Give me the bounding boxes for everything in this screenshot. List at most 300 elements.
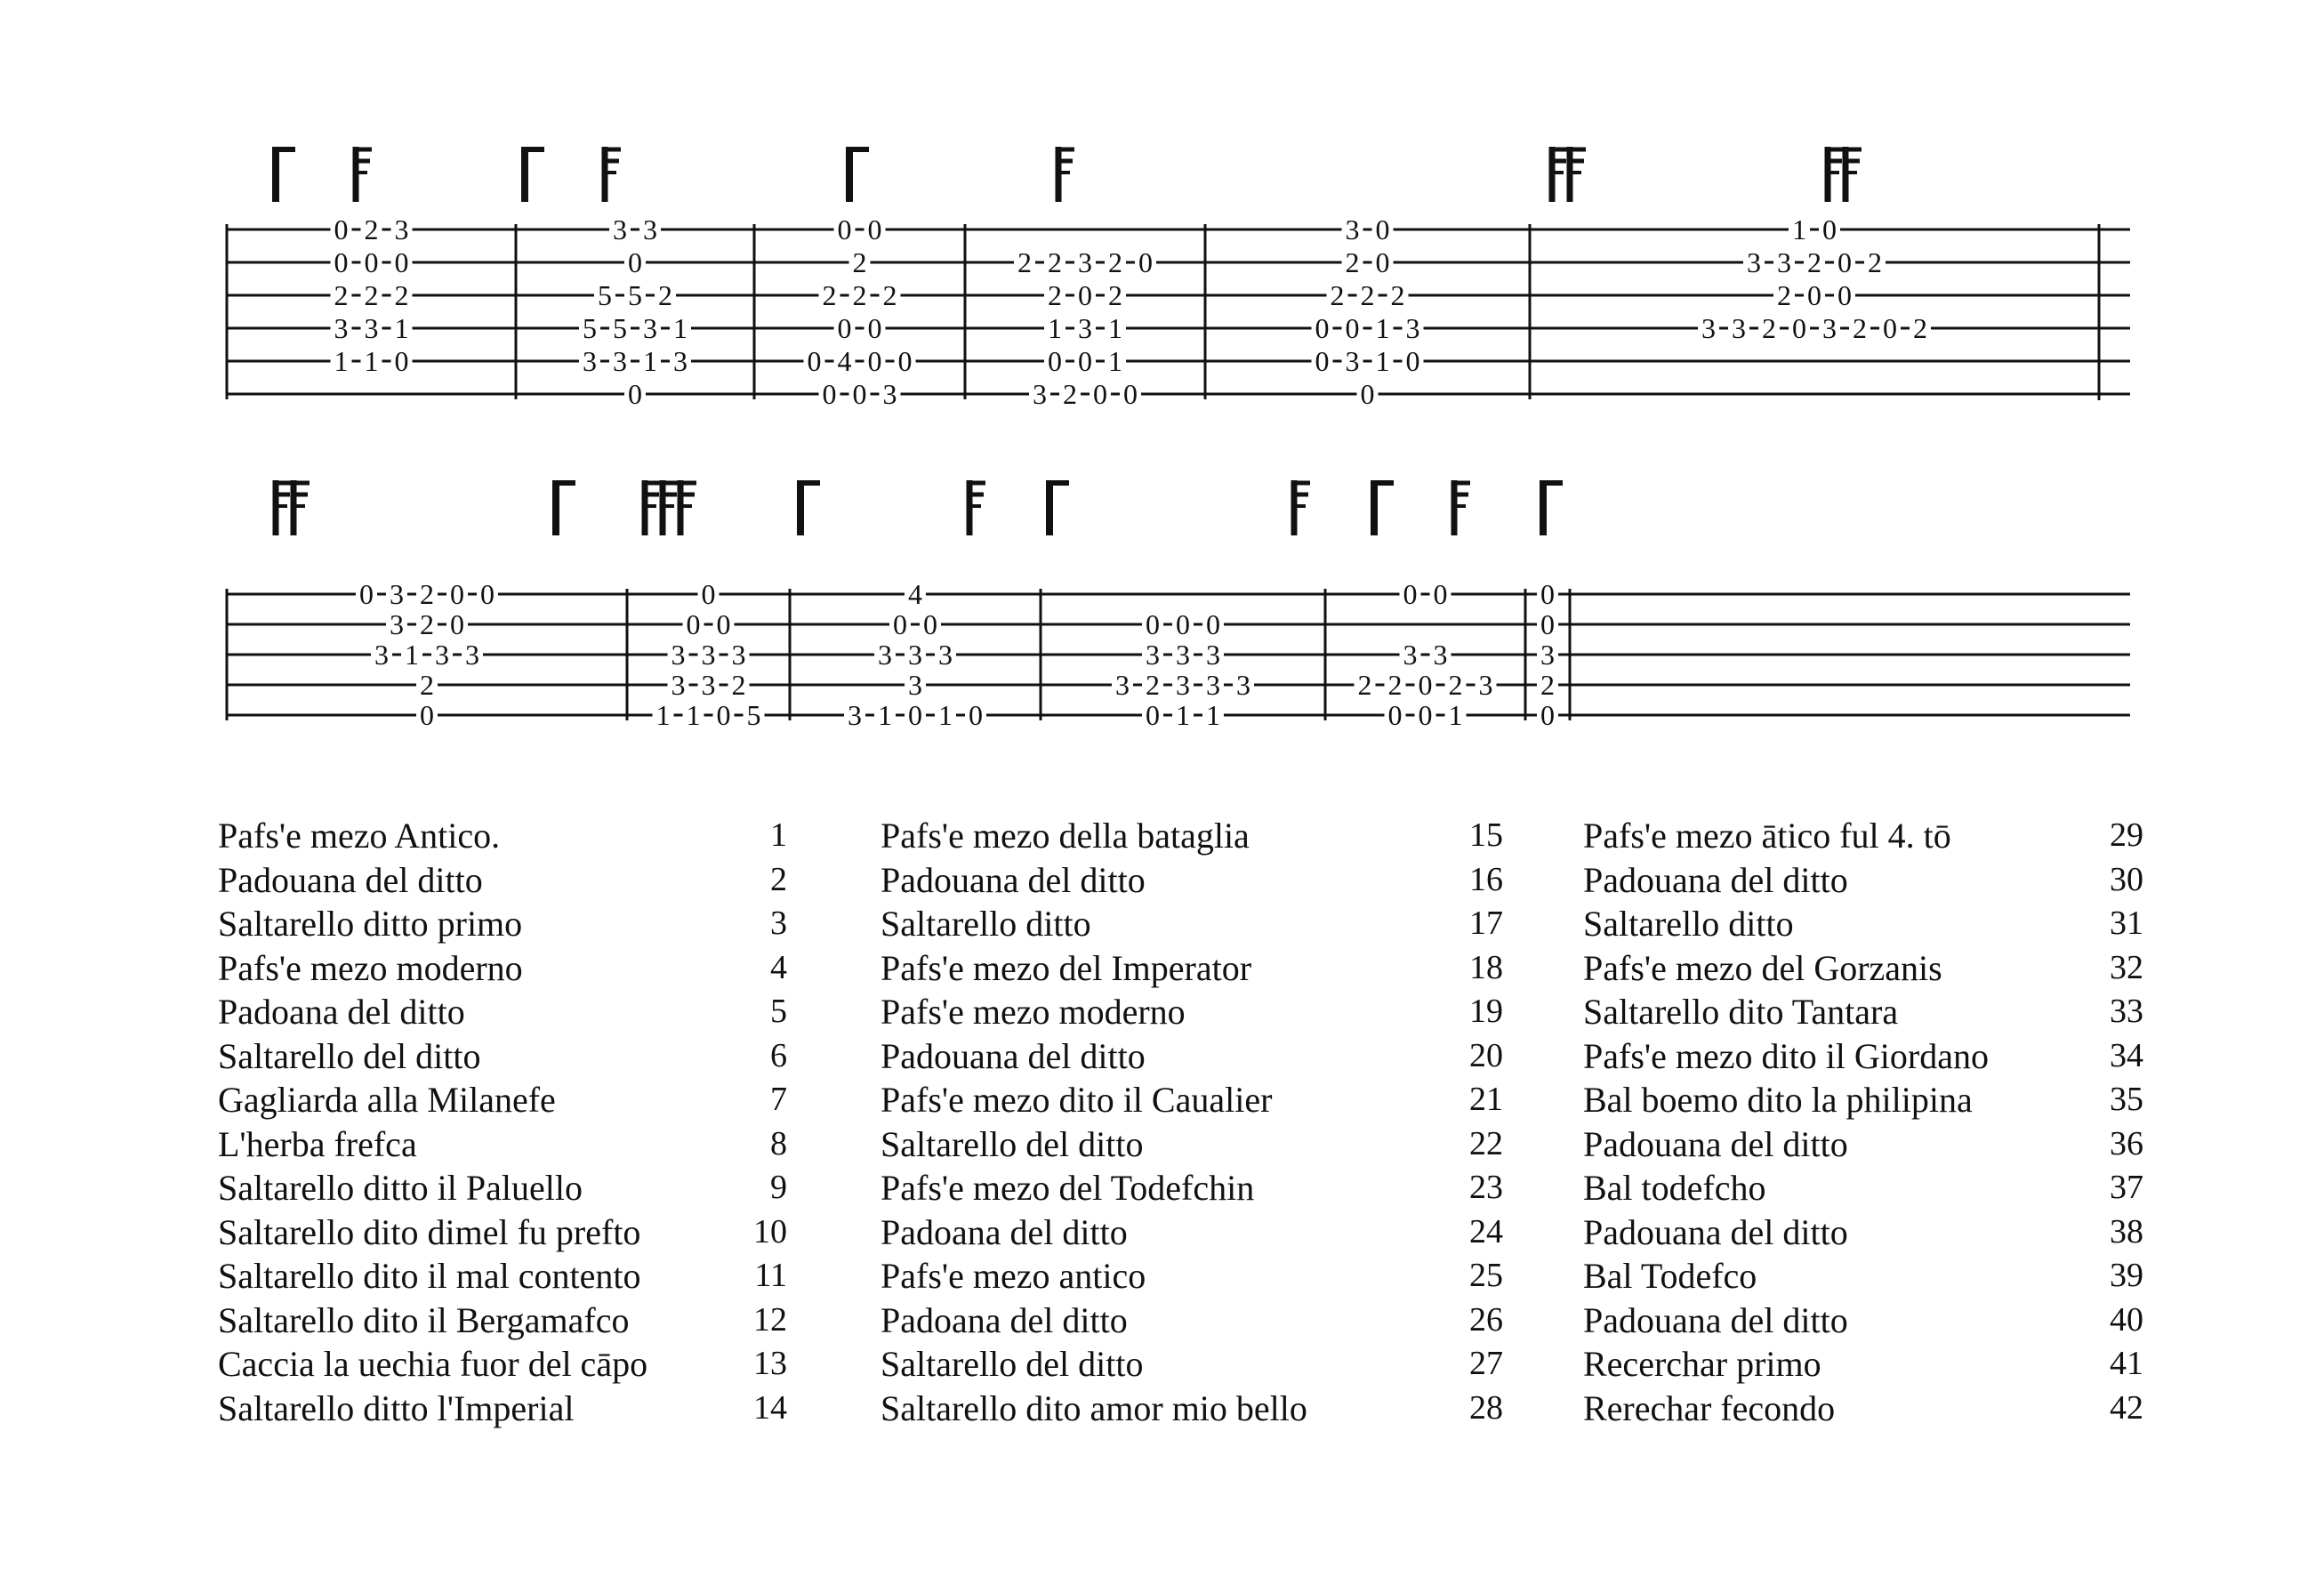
- index-entry-number: 1: [770, 816, 787, 854]
- fret-number: 0: [364, 246, 379, 278]
- fret-number: 3: [1405, 312, 1420, 344]
- index-entry-number: 4: [770, 948, 787, 986]
- fret-number: 0: [1345, 312, 1360, 344]
- fret-number: 3: [1176, 639, 1190, 671]
- fret-number: 3: [465, 639, 479, 671]
- fret-number: 2: [1762, 312, 1776, 344]
- index-entry-title: Bal boemo dito la philipina: [1583, 1080, 1973, 1120]
- fret-number: 3: [671, 669, 686, 701]
- fret-number: 5: [613, 312, 627, 344]
- fret-number: 1: [1108, 312, 1122, 344]
- fret-number: 5: [746, 699, 761, 731]
- fret-number: 0: [1375, 246, 1390, 278]
- index-entry-number: 29: [2110, 816, 2143, 854]
- fret-number: 0: [1822, 213, 1837, 245]
- index-entry: [881, 858, 1503, 903]
- fret-number: 0: [807, 345, 822, 377]
- fret-number: 0: [716, 699, 731, 731]
- index-entry-title: Gagliarda alla Milanefe: [218, 1080, 556, 1120]
- index-entry-number: 21: [1469, 1081, 1503, 1118]
- fret-number: 4: [908, 578, 922, 610]
- fret-number: 3: [1115, 669, 1130, 701]
- fret-number: 3: [878, 639, 892, 671]
- fret-number: 0: [1360, 378, 1375, 410]
- fret-number: 2: [1913, 312, 1927, 344]
- index-entry-title: Saltarello ditto primo: [218, 904, 523, 944]
- index-entry: [881, 1034, 1503, 1079]
- fret-number: 3: [643, 312, 657, 344]
- index-entry: [1583, 946, 2143, 991]
- index-entry-title: Padouana del ditto: [881, 859, 1146, 900]
- rhythm-flag: [272, 147, 295, 202]
- fret-number: 0: [1048, 345, 1062, 377]
- index-entry-title: Bal Todefco: [1583, 1256, 1757, 1296]
- fret-number: 3: [1777, 246, 1791, 278]
- fret-number: 1: [938, 699, 953, 731]
- index-entry-title: Padouana del ditto: [1583, 859, 1848, 900]
- index-entry-number: 38: [2110, 1212, 2143, 1250]
- fret-number: 3: [701, 669, 716, 701]
- fret-number: 2: [822, 279, 837, 311]
- fret-number: 2: [364, 279, 379, 311]
- index-entry: [881, 1166, 1503, 1210]
- index-entry-title: Caccia la uechia fuor del cāpo: [218, 1344, 648, 1384]
- tablature-staff-2: [227, 480, 2130, 731]
- fret-number: 2: [731, 669, 746, 701]
- index-entry-number: 12: [753, 1300, 787, 1339]
- fret-number: 0: [923, 608, 937, 640]
- fret-number: 0: [837, 213, 852, 245]
- fret-number: 0: [1387, 699, 1403, 731]
- index-entry-title: Pafs'e mezo ātico ful 4. tō: [1583, 816, 1951, 856]
- index-entry: [881, 1299, 1503, 1343]
- index-entry: [881, 946, 1503, 991]
- index-entry: [1583, 1122, 2143, 1167]
- index-entry: [218, 946, 787, 991]
- index-entry-title: Pafs'e mezo del Imperator: [881, 947, 1252, 988]
- index-entry-title: Pafs'e mezo dito il Giordano: [1583, 1035, 1989, 1076]
- fret-number: 3: [364, 312, 379, 344]
- fret-number: 3: [1540, 639, 1555, 671]
- index-entry-number: 20: [1469, 1036, 1503, 1074]
- index-entry-title: Bal todefcho: [1583, 1168, 1766, 1208]
- fret-number: 3: [613, 345, 627, 377]
- fret-number: 3: [882, 378, 897, 410]
- fret-number: 3: [671, 639, 686, 671]
- index-entry-number: 25: [1469, 1257, 1503, 1294]
- index-entry-title: Saltarello dito Tantara: [1583, 992, 1899, 1032]
- fret-number: 0: [969, 699, 983, 731]
- index-entry-title: Pafs'e mezo del Todefchin: [881, 1168, 1255, 1208]
- tablature-staff-1: [227, 147, 2130, 410]
- index-entry-number: 35: [2110, 1081, 2143, 1118]
- index-entry-title: Padouana del ditto: [1583, 1211, 1848, 1252]
- fret-number: 0: [1405, 345, 1420, 377]
- index-entry-number: 17: [1469, 905, 1503, 942]
- fret-number: 2: [1357, 669, 1372, 701]
- rhythm-flag: [967, 480, 985, 535]
- index-entry: [1583, 1299, 2143, 1343]
- rhythm-flag: [1549, 147, 1586, 202]
- fret-number: 3: [1345, 213, 1360, 245]
- index-entry-title: Saltarello ditto: [1583, 904, 1794, 944]
- index-entry: [881, 1078, 1503, 1122]
- fret-number: 2: [1048, 279, 1062, 311]
- fret-number: 0: [701, 578, 716, 610]
- fret-number: 1: [394, 312, 409, 344]
- index-entry-title: Rerechar fecondo: [1583, 1387, 1836, 1428]
- fret-number: 1: [686, 699, 701, 731]
- fret-number: 0: [334, 246, 349, 278]
- index-entry-title: Recerchar primo: [1583, 1344, 1821, 1384]
- index-entry: [881, 1342, 1503, 1387]
- fret-number: 5: [628, 279, 642, 311]
- index-entry-title: Saltarello dito dimel fu prefto: [218, 1211, 641, 1252]
- fret-number: 2: [1853, 312, 1867, 344]
- fret-number: 0: [420, 699, 434, 731]
- index-entry-title: Saltarello ditto: [881, 904, 1091, 944]
- fret-number: 3: [374, 639, 389, 671]
- fret-number: 2: [1017, 246, 1032, 278]
- index-entry: [881, 1122, 1503, 1167]
- fret-number: 2: [420, 608, 434, 640]
- fret-number: 3: [1206, 639, 1220, 671]
- fret-number: 1: [364, 345, 379, 377]
- fret-number: 1: [655, 699, 671, 731]
- fret-number: 0: [897, 345, 913, 377]
- index-entry-title: Padoana del ditto: [881, 1211, 1128, 1252]
- index-entry-number: 37: [2110, 1169, 2143, 1206]
- fret-number: 3: [908, 639, 922, 671]
- index-entry: [218, 902, 787, 946]
- index-entry: [218, 1342, 787, 1387]
- index-entry-number: 39: [2110, 1257, 2143, 1294]
- fret-number: 1: [1176, 699, 1190, 731]
- fret-number: 3: [390, 578, 404, 610]
- fret-number: 3: [1433, 639, 1448, 671]
- fret-number: 0: [1433, 578, 1448, 610]
- fret-number: 2: [420, 669, 434, 701]
- index-entry: [218, 858, 787, 903]
- fret-number: 5: [598, 279, 612, 311]
- fret-number: 0: [1792, 312, 1806, 344]
- fret-number: 1: [673, 312, 688, 344]
- fret-number: 3: [673, 345, 688, 377]
- fret-number: 3: [908, 669, 922, 701]
- index-entry-title: Pafs'e mezo moderno: [881, 992, 1186, 1032]
- index-entry-number: 32: [2110, 948, 2143, 986]
- index-entry: [218, 1387, 787, 1431]
- fret-number: 0: [450, 578, 464, 610]
- index-entry-number: 19: [1469, 993, 1503, 1030]
- rhythm-flag: [602, 147, 621, 202]
- index-entry-title: Pafs'e mezo della bataglia: [881, 816, 1250, 856]
- fret-number: 2: [1390, 279, 1405, 311]
- rhythm-flag: [1046, 480, 1069, 535]
- fret-number: 3: [1403, 639, 1418, 671]
- fret-number: 0: [628, 378, 642, 410]
- index-entry-number: 10: [753, 1212, 787, 1250]
- fret-number: 1: [334, 345, 349, 377]
- fret-number: 1: [1375, 345, 1390, 377]
- fret-number: 1: [1792, 213, 1806, 245]
- index-entry: [218, 1078, 787, 1122]
- fret-number: 1: [643, 345, 657, 377]
- index-entry-number: 34: [2110, 1036, 2143, 1074]
- index-entry-number: 24: [1469, 1212, 1503, 1250]
- index-entry: [881, 902, 1503, 946]
- fret-number: 2: [1777, 279, 1791, 311]
- index-entry-number: 16: [1469, 860, 1503, 898]
- index-column-3: [1583, 814, 2143, 1430]
- fret-number: 2: [1540, 669, 1555, 701]
- fret-number: 0: [822, 378, 837, 410]
- fret-number: 1: [1108, 345, 1122, 377]
- fret-number: 0: [450, 608, 464, 640]
- index-entry-number: 5: [770, 993, 787, 1030]
- index-entry: [218, 1299, 787, 1343]
- index-entry-title: Saltarello dito il mal contento: [218, 1256, 641, 1296]
- fret-number: 0: [1375, 213, 1390, 245]
- fret-number: 3: [583, 345, 597, 377]
- fret-number: 0: [1315, 345, 1330, 377]
- fret-number: 0: [1315, 312, 1330, 344]
- index-entry-number: 30: [2110, 860, 2143, 898]
- index-entry-title: Saltarello dito il Bergamafco: [218, 1299, 630, 1340]
- fret-number: 3: [1078, 246, 1092, 278]
- fret-number: 3: [731, 639, 746, 671]
- fret-number: 0: [867, 345, 882, 377]
- index-entry: [881, 1210, 1503, 1255]
- fret-number: 0: [628, 246, 642, 278]
- fret-number: 0: [394, 345, 409, 377]
- fret-number: 3: [1345, 345, 1360, 377]
- index-entry: [1583, 1034, 2143, 1079]
- fret-number: 0: [1807, 279, 1821, 311]
- fret-number: 2: [882, 279, 897, 311]
- index-entry-number: 22: [1469, 1124, 1503, 1162]
- fret-number: 3: [1701, 312, 1716, 344]
- fret-number: 0: [686, 608, 701, 640]
- fret-number: 3: [848, 699, 862, 731]
- fret-number: 2: [1345, 246, 1360, 278]
- fret-number: 2: [394, 279, 409, 311]
- fret-number: 1: [878, 699, 892, 731]
- fret-number: 0: [359, 578, 374, 610]
- fret-number: 3: [938, 639, 953, 671]
- fret-number: 3: [1176, 669, 1190, 701]
- fret-number: 2: [1108, 246, 1122, 278]
- fret-number: 1: [405, 639, 419, 671]
- fret-number: 1: [1448, 699, 1463, 731]
- fret-number: 0: [852, 378, 867, 410]
- fret-number: 2: [1146, 669, 1160, 701]
- rhythm-flag: [642, 480, 696, 535]
- rhythm-flag: [552, 480, 575, 535]
- rhythm-flag: [1540, 480, 1563, 535]
- fret-number: 2: [1108, 279, 1122, 311]
- index-entry: [881, 990, 1503, 1034]
- fret-number: 2: [1330, 279, 1345, 311]
- index-entry-number: 26: [1469, 1300, 1503, 1339]
- fret-number: 3: [435, 639, 449, 671]
- fret-number: 2: [1048, 246, 1062, 278]
- fret-number: 0: [1837, 246, 1852, 278]
- fret-number: 0: [1176, 608, 1190, 640]
- fret-number: 0: [334, 213, 349, 245]
- index-entry-title: Pafs'e mezo dito il Caualier: [881, 1080, 1273, 1120]
- fret-number: 2: [852, 279, 867, 311]
- fret-number: 0: [867, 312, 882, 344]
- index-entry: [881, 814, 1503, 858]
- index-column-2: [881, 814, 1503, 1430]
- fret-number: 3: [1033, 378, 1047, 410]
- index-entry: [218, 990, 787, 1034]
- index-entry-title: Saltarello del ditto: [218, 1035, 481, 1076]
- fret-number: 1: [1048, 312, 1062, 344]
- fret-number: 0: [1093, 378, 1107, 410]
- index-entry-number: 40: [2110, 1300, 2143, 1339]
- rhythm-flag: [1825, 147, 1862, 202]
- index-entry-number: 7: [770, 1081, 787, 1118]
- fret-number: 3: [1822, 312, 1837, 344]
- fret-number: 3: [390, 608, 404, 640]
- index-entry-title: Pafs'e mezo Antico.: [218, 816, 501, 856]
- fret-number: 2: [1807, 246, 1821, 278]
- index-entry: [218, 1122, 787, 1167]
- fret-number: 0: [1540, 699, 1555, 731]
- index-entry: [1583, 814, 2143, 858]
- index-entry-title: Padouana del ditto: [881, 1035, 1146, 1076]
- index-entry: [218, 1166, 787, 1210]
- fret-number: 3: [394, 213, 409, 245]
- index-entry-number: 27: [1469, 1345, 1503, 1382]
- rhythm-flag: [1291, 480, 1310, 535]
- rhythm-flag: [846, 147, 869, 202]
- fret-number: 0: [1418, 699, 1433, 731]
- index-entry: [1583, 1342, 2143, 1387]
- rhythm-flag: [1056, 147, 1074, 202]
- index-entry: [218, 1210, 787, 1255]
- fret-number: 0: [716, 608, 731, 640]
- rhythm-flag: [1371, 480, 1394, 535]
- fret-number: 3: [643, 213, 657, 245]
- index-entry-title: Padoana del ditto: [881, 1299, 1128, 1340]
- index-entry-title: Pafs'e mezo moderno: [218, 947, 523, 988]
- index-entry: [1583, 1166, 2143, 1210]
- index-entry-title: Saltarello ditto l'Imperial: [218, 1387, 575, 1428]
- index-entry-number: 6: [770, 1036, 787, 1074]
- fret-number: 0: [1138, 246, 1153, 278]
- fret-number: 1: [1375, 312, 1390, 344]
- fret-number: 0: [1123, 378, 1138, 410]
- index-entry: [1583, 990, 2143, 1034]
- index-entry: [1583, 1254, 2143, 1299]
- fret-number: 0: [1883, 312, 1897, 344]
- index-entry-number: 42: [2110, 1388, 2143, 1427]
- fret-number: 0: [837, 312, 852, 344]
- fret-number: 4: [837, 345, 852, 377]
- index-entry: [881, 1387, 1503, 1431]
- index-entry-number: 14: [753, 1388, 787, 1427]
- fret-number: 3: [1732, 312, 1746, 344]
- index-column-1: [218, 814, 787, 1430]
- index-entry-number: 11: [754, 1257, 787, 1294]
- fret-number: 2: [334, 279, 349, 311]
- index-entry: [218, 1254, 787, 1299]
- fret-number: 3: [1747, 246, 1761, 278]
- fret-number: 0: [1403, 578, 1418, 610]
- index-entry: [218, 814, 787, 858]
- index-entry-title: Saltarello dito amor mio bello: [881, 1387, 1307, 1428]
- index-entry-number: 18: [1469, 948, 1503, 986]
- index-entry-number: 33: [2110, 993, 2143, 1030]
- fret-number: 2: [1448, 669, 1463, 701]
- index-entry: [1583, 1387, 2143, 1431]
- fret-number: 0: [1837, 279, 1852, 311]
- index-entry-title: Padouana del ditto: [1583, 1299, 1848, 1340]
- fret-number: 3: [701, 639, 716, 671]
- fret-number: 0: [1146, 608, 1160, 640]
- index-entry-number: 15: [1469, 816, 1503, 854]
- fret-number: 0: [394, 246, 409, 278]
- index-entry: [1583, 858, 2143, 903]
- rhythm-flag: [797, 480, 820, 535]
- fret-number: 2: [1360, 279, 1375, 311]
- fret-number: 5: [583, 312, 597, 344]
- index-entry-title: Padoana del ditto: [218, 992, 465, 1032]
- index-entry-number: 3: [770, 905, 787, 942]
- index-entry: [1583, 1078, 2143, 1122]
- fret-number: 2: [1868, 246, 1882, 278]
- fret-number: 2: [364, 213, 379, 245]
- fret-number: 3: [613, 213, 627, 245]
- index-entry-title: Saltarello del ditto: [881, 1344, 1144, 1384]
- fret-number: 0: [480, 578, 495, 610]
- fret-number: 3: [1146, 639, 1160, 671]
- index-entry-number: 28: [1469, 1388, 1503, 1427]
- index-entry-title: Pafs'e mezo antico: [881, 1256, 1146, 1296]
- fret-number: 3: [1236, 669, 1250, 701]
- fret-number: 3: [1206, 669, 1220, 701]
- index-entry-title: Padouana del ditto: [1583, 1123, 1848, 1164]
- index-entry-title: Saltarello ditto il Paluello: [218, 1168, 583, 1208]
- index-entry-number: 36: [2110, 1124, 2143, 1162]
- index-entry-title: Saltarello del ditto: [881, 1123, 1144, 1164]
- index-entry-number: 23: [1469, 1169, 1503, 1206]
- fret-number: 0: [1078, 279, 1092, 311]
- index-entry: [218, 1034, 787, 1079]
- index-entry-number: 9: [770, 1169, 787, 1206]
- fret-number: 2: [852, 246, 867, 278]
- fret-number: 2: [658, 279, 672, 311]
- fret-number: 0: [1418, 669, 1433, 701]
- index-entry-number: 31: [2110, 905, 2143, 942]
- fret-number: 0: [1540, 608, 1555, 640]
- index-entry: [881, 1254, 1503, 1299]
- fret-number: 3: [334, 312, 349, 344]
- rhythm-flag: [353, 147, 372, 202]
- fret-number: 2: [1063, 378, 1077, 410]
- index-entry-title: Padouana del ditto: [218, 859, 483, 900]
- index-entry-number: 41: [2110, 1345, 2143, 1382]
- fret-number: 0: [1540, 578, 1555, 610]
- index-entry-number: 2: [770, 860, 787, 898]
- fret-number: 3: [1478, 669, 1493, 701]
- fret-number: 2: [420, 578, 434, 610]
- rhythm-flag: [521, 147, 544, 202]
- fret-number: 0: [1146, 699, 1160, 731]
